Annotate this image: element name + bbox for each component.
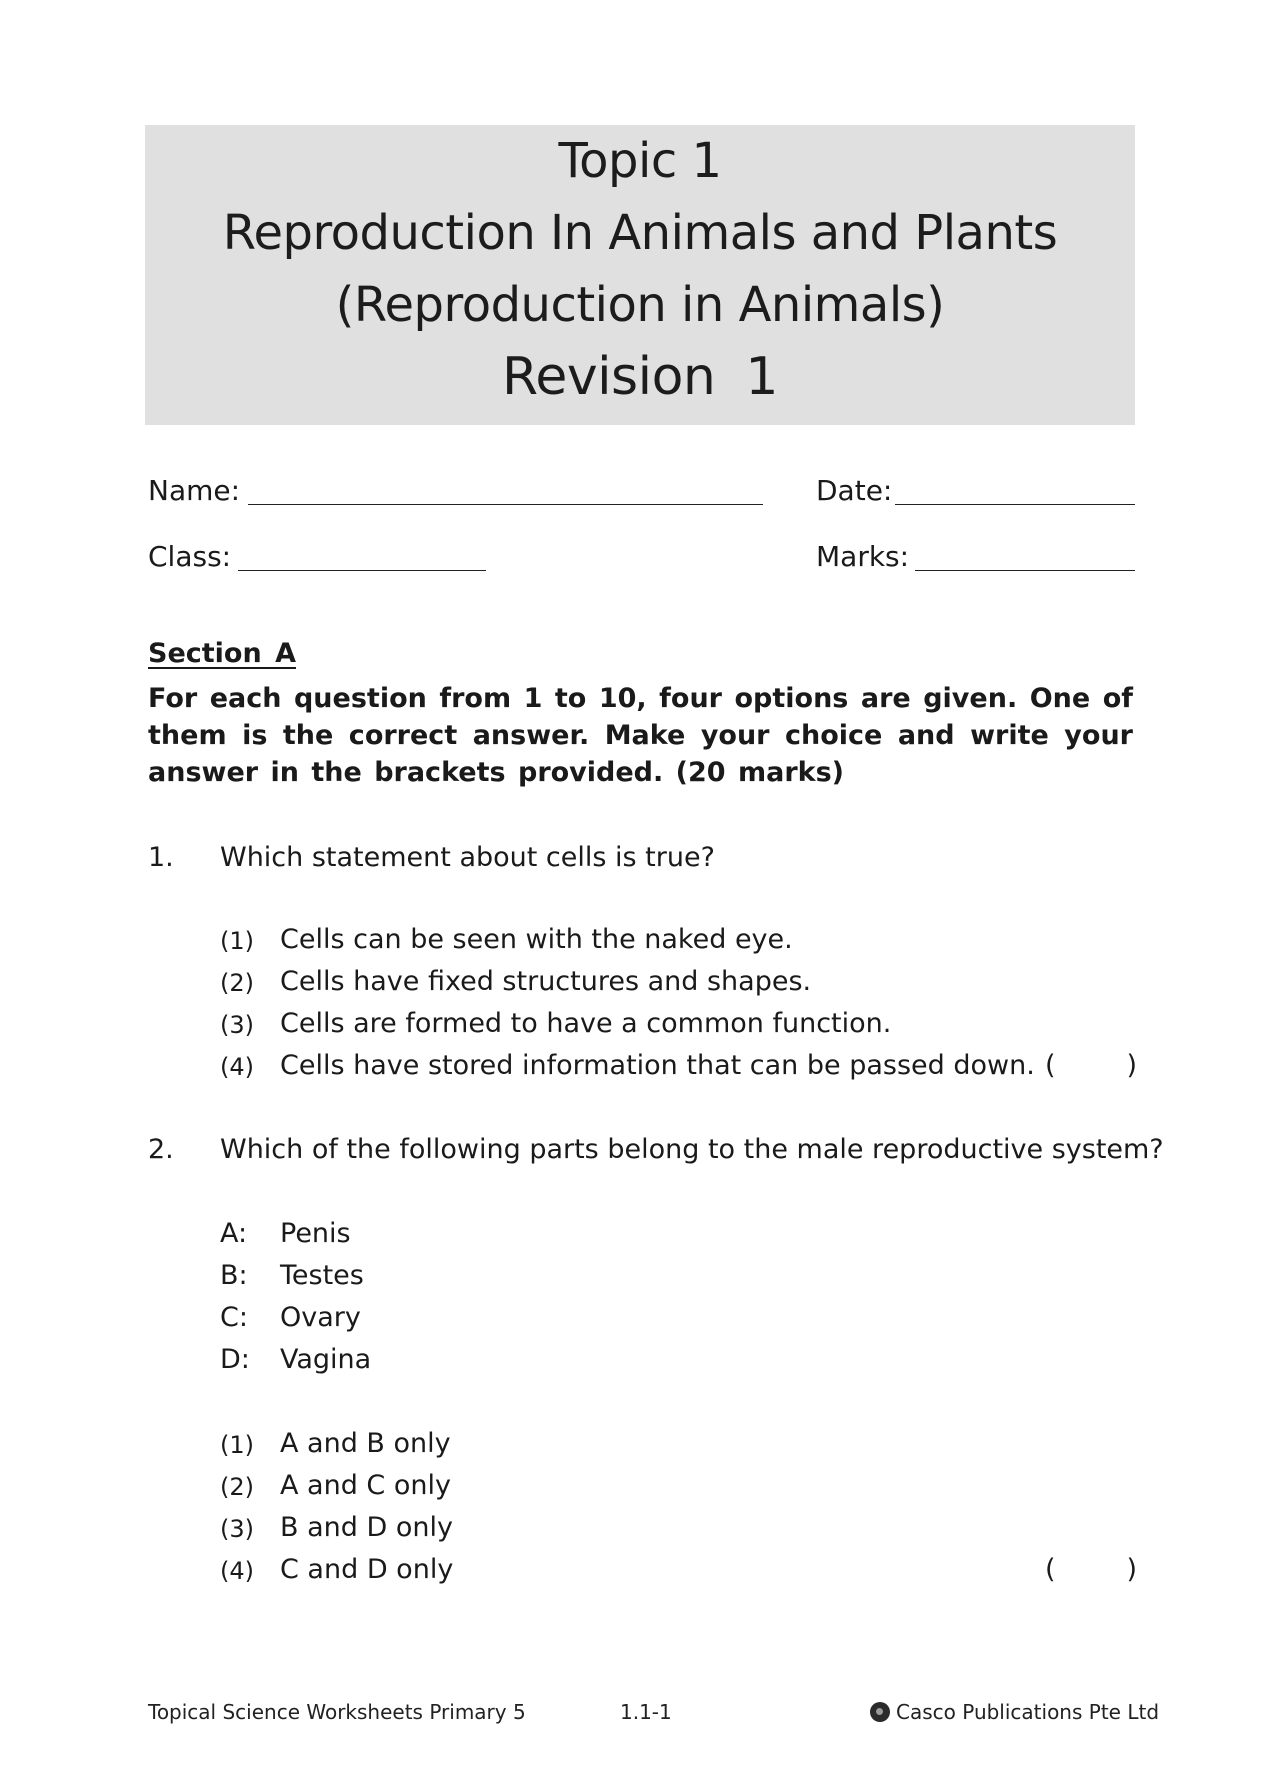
- item-label: D:: [220, 1344, 250, 1375]
- option-label: (2): [220, 1473, 254, 1501]
- option-label: (3): [220, 1011, 254, 1039]
- footer-publisher: [870, 1700, 1159, 1724]
- option-text: C and D only: [280, 1554, 454, 1585]
- section-title: Section A: [148, 638, 296, 669]
- topic-title: Topic 1: [558, 133, 722, 189]
- date-label: Date:: [816, 474, 893, 507]
- bracket-open: (: [1045, 1554, 1056, 1585]
- option-label: (3): [220, 1515, 254, 1543]
- revision-title: Revision 1: [502, 347, 778, 407]
- name-label: Name:: [148, 474, 241, 507]
- date-field[interactable]: [895, 504, 1135, 505]
- item-label: A:: [220, 1218, 248, 1249]
- item-label: C:: [220, 1302, 248, 1333]
- option-label: (2): [220, 969, 254, 997]
- option-label: (1): [220, 927, 254, 955]
- option-text: B and D only: [280, 1512, 453, 1543]
- title-box: [145, 125, 1135, 425]
- bracket-close: ): [1126, 1050, 1137, 1081]
- publisher-logo-icon: [870, 1702, 890, 1722]
- footer-page-number: 1.1-1: [620, 1700, 672, 1724]
- item-label: B:: [220, 1260, 248, 1291]
- item-text: Testes: [280, 1260, 364, 1291]
- item-text: Penis: [280, 1218, 351, 1249]
- footer-book-title: Topical Science Worksheets Primary 5: [148, 1700, 526, 1724]
- option-label: (1): [220, 1431, 254, 1459]
- topic-subtitle: Reproduction In Animals and Plants: [222, 205, 1058, 261]
- question-text: Which of the following parts belong to the male reproductive system?: [220, 1134, 1164, 1165]
- bracket-close: ): [1126, 1554, 1137, 1585]
- marks-field[interactable]: [915, 570, 1135, 571]
- option-text: Cells are formed to have a common function.: [280, 1008, 892, 1039]
- marks-label: Marks:: [816, 540, 910, 573]
- bracket-open: (: [1045, 1050, 1056, 1081]
- answer-bracket[interactable]: [1045, 1554, 1137, 1585]
- publisher-name: Casco Publications Pte Ltd: [896, 1700, 1160, 1724]
- option-text: A and C only: [280, 1470, 451, 1501]
- question-text: Which statement about cells is true?: [220, 842, 715, 873]
- option-text: A and B only: [280, 1428, 451, 1459]
- question-number: 2.: [148, 1134, 174, 1165]
- answer-bracket[interactable]: [1045, 1050, 1137, 1081]
- option-text: Cells have fixed structures and shapes.: [280, 966, 812, 997]
- question-number: 1.: [148, 842, 174, 873]
- option-label: (4): [220, 1053, 254, 1081]
- name-field[interactable]: [248, 504, 763, 505]
- section-instructions: For each question from 1 to 10, four options are given. One of them is the correct answer. Make your choice and write your answer in the brackets provided. (20 marks): [148, 683, 1133, 788]
- topic-subsubtitle: (Reproduction in Animals): [335, 277, 945, 333]
- class-field[interactable]: [238, 570, 486, 571]
- option-text: Cells can be seen with the naked eye.: [280, 924, 793, 955]
- class-label: Class:: [148, 540, 232, 573]
- item-text: Vagina: [280, 1344, 372, 1375]
- option-text: Cells have stored information that can be passed down.: [280, 1050, 1035, 1081]
- option-label: (4): [220, 1557, 254, 1585]
- item-text: Ovary: [280, 1302, 361, 1333]
